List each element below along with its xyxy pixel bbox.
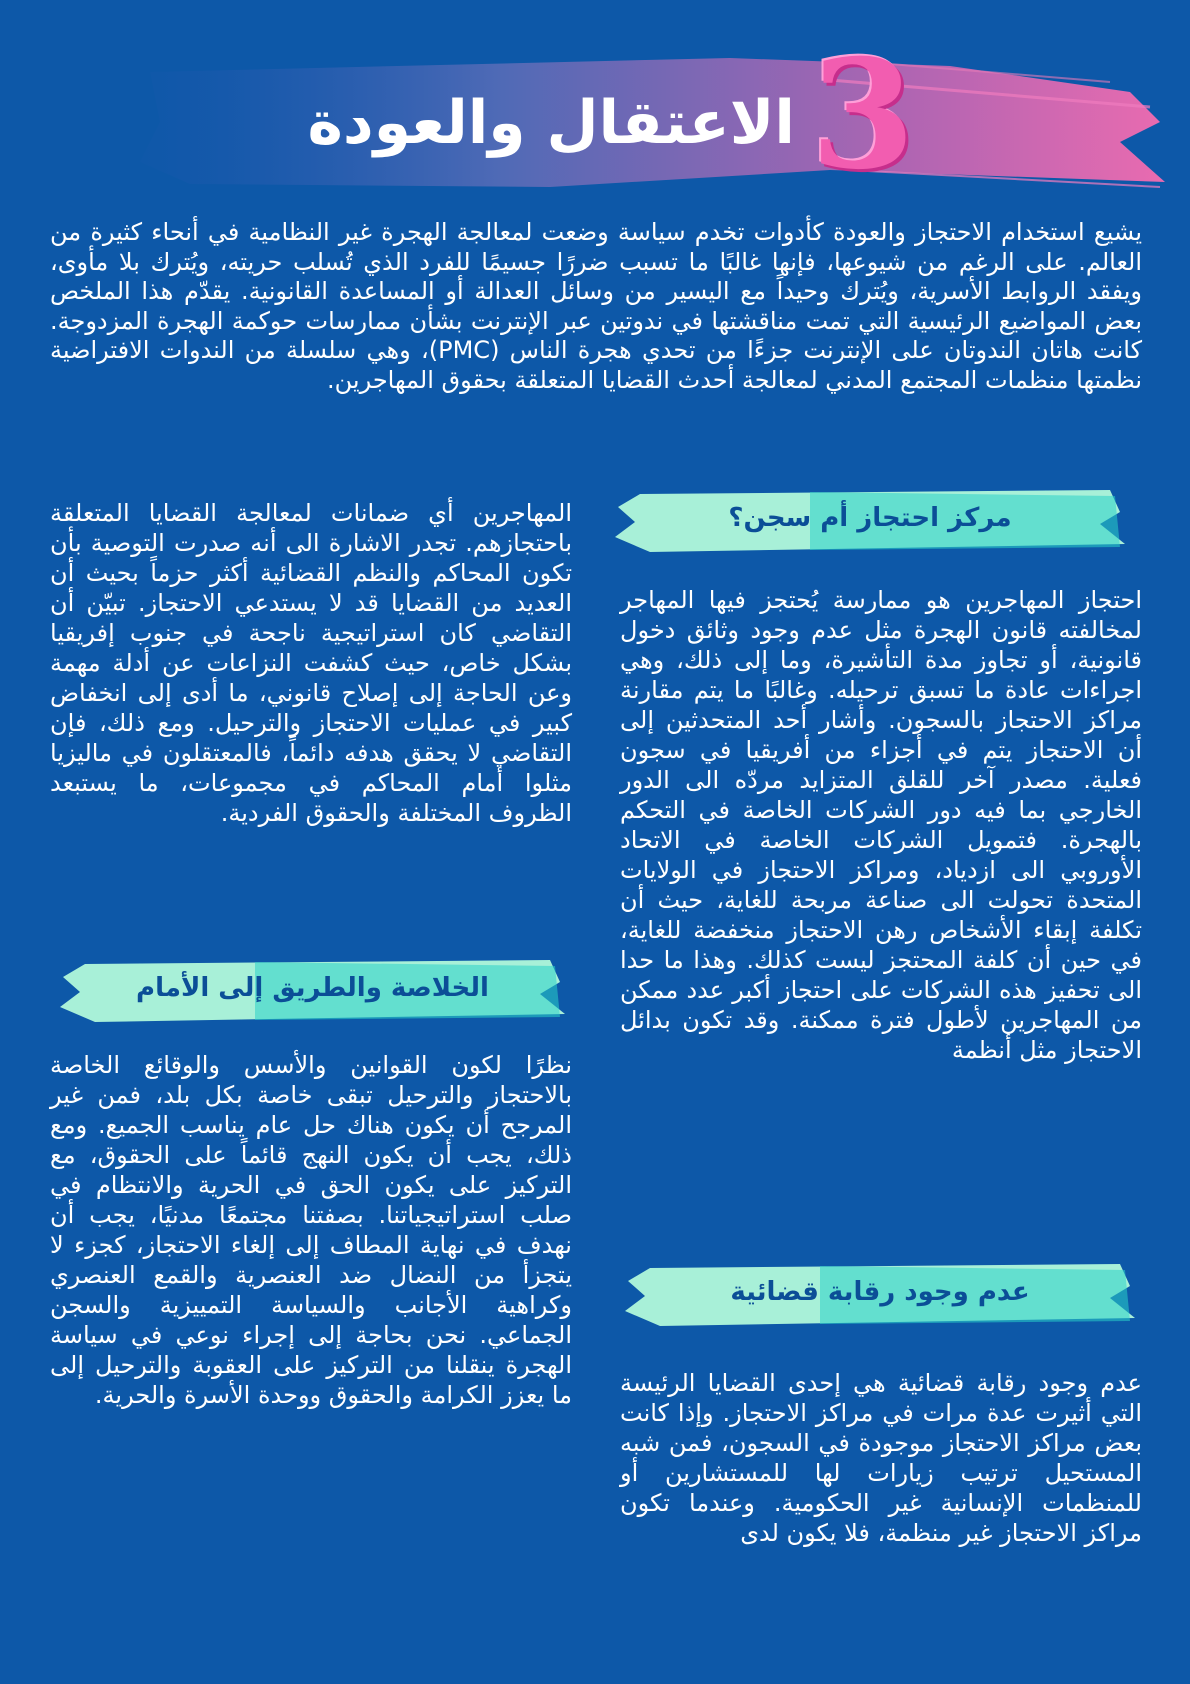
section-heading-label: عدم وجود رقابة قضائية: [730, 1277, 1030, 1307]
section-heading-oversight: [620, 1256, 1140, 1336]
section-heading-conclusion: [55, 952, 570, 1032]
section-body-detention: احتجاز المهاجرين هو ممارسة يُحتجز فيها المهاجر لمخالفته قانون الهجرة مثل عدم وجود وثائق دخول قانونية، أو تجاوز مدة التأشيرة، وما إلى ذلك، وهي اجراءات عادة ما تسبق ترحيله. وغالبًا ما يتم مقارنة مراكز الاحتجاز بالسجون. وأشار أحد المتحدثين إلى أن الاحتجاز يتم في أجزاء من أفريقيا في سجون فعلية. مصدر آخر للقلق المتزايد مردّه الى الدور الخارجي بما فيه دور الشركات الخاصة في التحكم بالهجرة. فتمويل الشركات الخاصة في الاتحاد الأوروبي الى ازدياد، ومراكز الاحتجاز في الولايات المتحدة تحولت الى صناعة مربحة للغاية، حيث أن تكلفة إبقاء الأشخاص رهن الاحتجاز منخفضة للغاية، في حين أن كلفة المحتجز ليست كذلك. وهذا ما حدا الى تحفيز هذه الشركات على احتجاز أكبر عدد ممكن من المهاجرين لأطول فترة ممكنة. وقد تكون بدائل الاحتجاز مثل أنظمة: [620, 586, 1142, 1064]
section-heading-detention: [610, 482, 1130, 562]
intro-paragraph: يشيع استخدام الاحتجاز والعودة كأدوات تخدم سياسة وضعت لمعالجة الهجرة غير النظامية في أنحاء كثيرة من العالم. على الرغم من شيوعها، فإنها غالبًا ما تسبب ضررًا جسيمًا للفرد الذي تُسلب حريته، ويُترك بلا مأوى، ويفقد الروابط الأسرية، ويُترك وحيداً مع اليسير من وسائل العدالة أو المساعدة القانونية. يقدّم هذا الملخص بعض المواضيع الرئيسية التي تمت مناقشتها في ندوتين عبر الإنترنت بشأن ممارسات حوكمة الهجرة المزدوجة. كانت هاتان الندوتان على الإنترنت جزءًا من تحدي هجرة الناس (PMC)، وهي سلسلة من الندوات الافتراضية نظمتها منظمات المجتمع المدني لمعالجة أحدث القضايا المتعلقة بحقوق المهاجرين.: [50, 218, 1143, 394]
section-heading-label: الخلاصة والطريق إلى الأمام: [136, 973, 489, 1003]
section-body-continuation: المهاجرين أي ضمانات لمعالجة القضايا المتعلقة باحتجازهم. تجدر الاشارة الى أنه صدرت التوصية بأن تكون المحاكم والنظم القضائية أكثر حزماً بحيث أن العديد من القضايا قد لا يستدعي الاحتجاز. تبيّن أن التقاضي كان استراتيجية ناجحة في جنوب إفريقيا بشكل خاص، حيث كشفت النزاعات عن أدلة مهمة وعن الحاجة إلى إصلاح قانوني، ما أدى إلى انخفاض كبير في عمليات الاحتجاز والترحيل. ومع ذلك، فإن التقاضي لا يحقق هدفه دائماً، فالمعتقلون في ماليزيا مثلوا أمام المحاكم في مجموعات، ما يستبعد الظروف المختلفة والحقوق الفردية.: [50, 499, 572, 827]
chapter-number: 3: [810, 27, 915, 203]
section-heading-label: مركز احتجاز أم سجن؟: [728, 503, 1012, 533]
section-body-conclusion: نظرًا لكون القوانين والأسس والوقائع الخاصة بالاحتجاز والترحيل تبقى خاصة بكل بلد، فمن غير المرجح أن يكون هناك حل عام يناسب الجميع. ومع ذلك، يجب أن يكون النهج قائماً على الحقوق، مع التركيز على يكون الحق في الحرية والانتظام في صلب استراتيجياتنا. بصفتنا مجتمعًا مدنيًا، يجب أن نهدف في نهاية المطاف إلى إلغاء الاحتجاز، كجزء لا يتجزأ من النضال ضد العنصرية والقمع العنصري وكراهية الأجانب والسياسة التمييزية والسجن الجماعي. نحن بحاجة إلى إجراء نوعي في سياسة الهجرة ينقلنا من التركيز على العقوبة والترحيل إلى ما يعزز الكرامة والحقوق ووحدة الأسرة والحرية.: [50, 1051, 572, 1409]
section-body-oversight: عدم وجود رقابة قضائية هي إحدى القضايا الرئيسة التي أثيرت عدة مرات في مراكز الاحتجاز. وإذا كانت بعض مراكز الاحتجاز موجودة في السجون، فمن شبه المستحيل ترتيب زيارات لها للمستشارين أو للمنظمات الإنسانية غير الحكومية. وعندما تكون مراكز الاحتجاز غير منظمة، فلا يكون لدى: [620, 1369, 1142, 1547]
page-title: الاعتقال والعودة: [307, 88, 795, 158]
